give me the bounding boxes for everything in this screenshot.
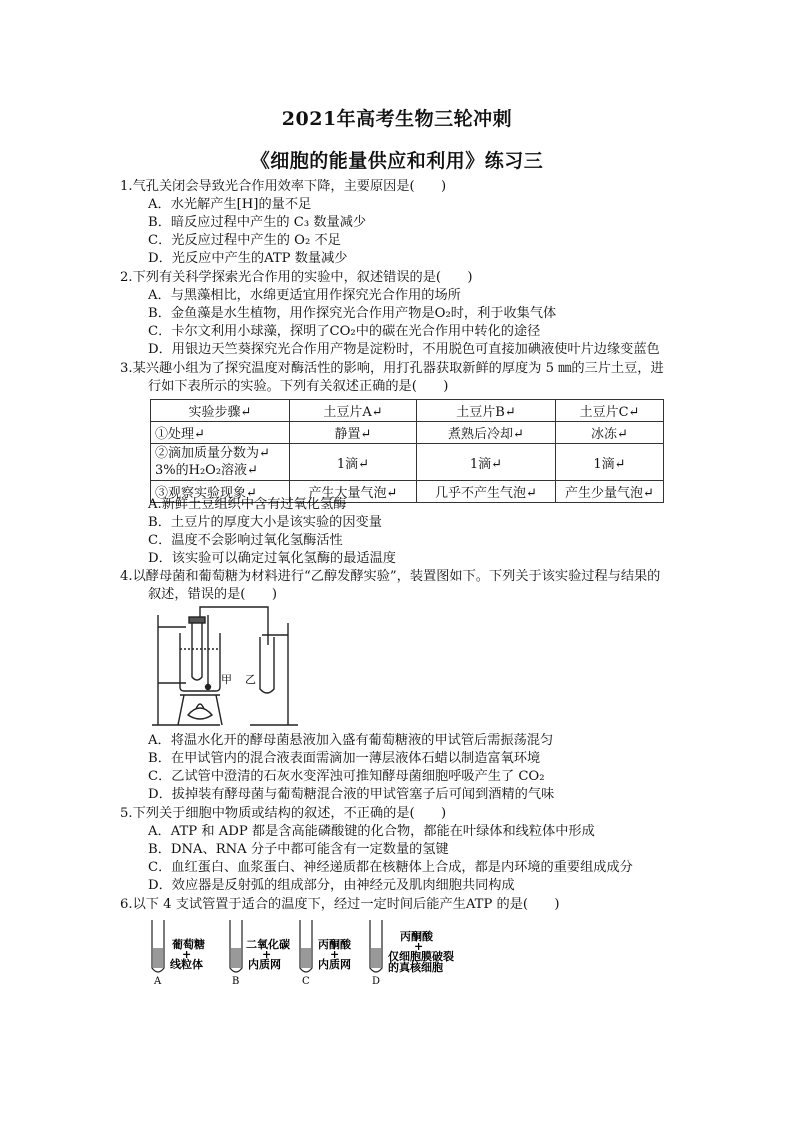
q5-stem: 5.下列关于细胞中物质或结构的叙述，不正确的是( ): [120, 806, 447, 821]
q2-option-c[interactable]: C．卡尔文利用小球藻，探明了CO₂中的碳在光合作用中转化的途径: [148, 324, 541, 339]
table-cell-line: ②滴加质量分数为↵: [155, 446, 270, 461]
q4-option-b[interactable]: B．在甲试管内的混合液表面需滴加一薄层液体石蜡以制造富氧环境: [148, 751, 541, 766]
table-header-cell: 土豆片C↵: [556, 400, 664, 422]
tube-b-letter: B: [232, 976, 240, 987]
tube-a-content-2: 线粒体: [170, 958, 203, 971]
table-cell: 冰冻↵: [556, 422, 664, 444]
tube-d-content-3: 的真核细胞: [388, 961, 443, 974]
tube-d-content-1: 丙酮酸: [400, 930, 433, 943]
q4-option-d[interactable]: D．拔掉装有酵母菌与葡萄糖混合液的甲试管塞子后可闻到酒精的气味: [148, 787, 555, 802]
tube-c-plus: +: [330, 948, 340, 961]
q3-option-b[interactable]: B．土豆片的厚度大小是该实验的因变量: [148, 515, 382, 530]
q4-stem-line1: 4.以酵母菌和葡萄糖为材料进行“乙醇发酵实验”，装置图如下。下列关于该实验过程与结果的: [120, 569, 661, 584]
tube-a-content-1: 葡萄糖: [172, 938, 205, 951]
table-header-cell: 土豆片B↵: [417, 400, 556, 422]
table-cell: 产生少量气泡↵: [556, 481, 664, 503]
tube-a-plus: +: [182, 948, 192, 961]
table-header-cell: 土豆片A↵: [290, 400, 417, 422]
q1-option-c[interactable]: C．光反应过程中产生的 O₂ 不足: [148, 233, 341, 248]
q6-stem: 6.以下 4 支试管置于适合的温度下，经过一定时间后能产生ATP 的是( ): [120, 897, 560, 912]
table-cell: ①处理↵: [151, 422, 290, 444]
tube-yi-label: 乙: [245, 673, 256, 686]
tube-c-content-1: 丙酮酸: [318, 938, 351, 951]
tube-c-letter: C: [302, 976, 310, 987]
q1-option-b[interactable]: B．暗反应过程中产生的 C₃ 数量减少: [148, 215, 367, 230]
exam-title: 2021年高考生物三轮冲刺: [281, 108, 513, 130]
table-header-cell: 实验步骤↵: [151, 400, 290, 422]
q5-option-c[interactable]: C．血红蛋白、血浆蛋白、神经递质都在核糖体上合成，都是内环境的重要组成成分: [148, 860, 633, 875]
table-header-row: [151, 400, 664, 422]
tube-c-content-2: 内质网: [318, 958, 351, 971]
q3-option-a[interactable]: A.新鲜土豆组织中含有过氧化氢酶: [148, 497, 347, 512]
q2-stem: 2.下列有关科学探索光合作用的实验中，叙述错误的是( ): [120, 270, 473, 285]
fermentation-apparatus-figure: [150, 605, 300, 730]
table-cell: 煮熟后冷却↵: [417, 422, 556, 444]
tube-a-letter: A: [154, 976, 162, 987]
q4-stem-line2: 叙述，错误的是( ): [148, 587, 277, 602]
table-row: [151, 422, 664, 444]
q3-stem-line2: 行如下表所示的实验。下列有关叙述正确的是( ): [148, 379, 449, 394]
q3-stem-line1: 3.某兴趣小组为了探究温度对酶活性的影响，用打孔器获取新鲜的厚度为 5 ㎜的三片土豆，进: [120, 361, 664, 376]
q1-option-d[interactable]: D．光反应中产生的ATP 数量减少: [148, 251, 348, 266]
q5-option-a[interactable]: A．ATP 和 ADP 都是含高能磷酸键的化合物，都能在叶绿体和线粒体中形成: [148, 824, 595, 839]
test-tubes-figure: [148, 918, 468, 988]
q3-option-c[interactable]: C．温度不会影响过氧化氢酶活性: [148, 533, 343, 548]
q4-option-a[interactable]: A．将温水化开的酵母菌悬液加入盛有葡萄糖液的甲试管后需振荡混匀: [148, 733, 554, 748]
q2-option-d[interactable]: D．用银边天竺葵探究光合作用产物是淀粉时，不用脱色可直接加碘液使叶片边缘变蓝色: [148, 342, 660, 357]
table-cell: 1滴↵: [290, 444, 417, 481]
tube-b-content-1: 二氧化碳: [246, 938, 290, 951]
q5-option-b[interactable]: B．DNA、RNA 分子中都可能含有一定数量的氢键: [148, 842, 449, 857]
table-cell: 1滴↵: [556, 444, 664, 481]
q2-option-a[interactable]: A．与黑藻相比，水绵更适宜用作探究光合作用的场所: [148, 288, 461, 303]
q3-option-d[interactable]: D．该实验可以确定过氧化氢酶的最适温度: [148, 551, 396, 566]
table-cell: ③观察实验现象↵: [151, 481, 290, 503]
q5-option-d[interactable]: D．效应器是反射弧的组成部分，由神经元及肌肉细胞共同构成: [148, 878, 515, 893]
experiment-table: [150, 399, 664, 503]
table-cell: 静置↵: [290, 422, 417, 444]
table-cell: 产生大量气泡↵: [290, 481, 417, 503]
table-cell: 几乎不产生气泡↵: [417, 481, 556, 503]
table-cell: [151, 444, 290, 481]
q4-option-c[interactable]: C．乙试管中澄清的石灰水变浑浊可推知酵母菌细胞呼吸产生了 CO₂: [148, 769, 545, 784]
table-row: [151, 444, 664, 481]
tube-d-content-2: 仅细胞膜破裂: [388, 950, 454, 963]
tube-b-plus: +: [262, 948, 272, 961]
exam-subtitle: 《细胞的能量供应和利用》练习三: [250, 150, 544, 172]
tube-d-plus: +: [414, 940, 424, 953]
q2-option-b[interactable]: B．金鱼藻是水生植物，用作探究光合作用产物是O₂时，利于收集气体: [148, 306, 557, 321]
tube-b-content-2: 内质网: [248, 958, 281, 971]
table-cell: 1滴↵: [417, 444, 556, 481]
table-cell-line: 3%的H₂O₂溶液↵: [155, 463, 258, 478]
q1-stem: 1.气孔关闭会导致光合作用效率下降，主要原因是( ): [120, 179, 447, 194]
q1-option-a[interactable]: A．水光解产生[H]的量不足: [148, 197, 312, 212]
tube-d-letter: D: [372, 976, 381, 987]
tube-jia-label: 甲: [221, 673, 232, 686]
